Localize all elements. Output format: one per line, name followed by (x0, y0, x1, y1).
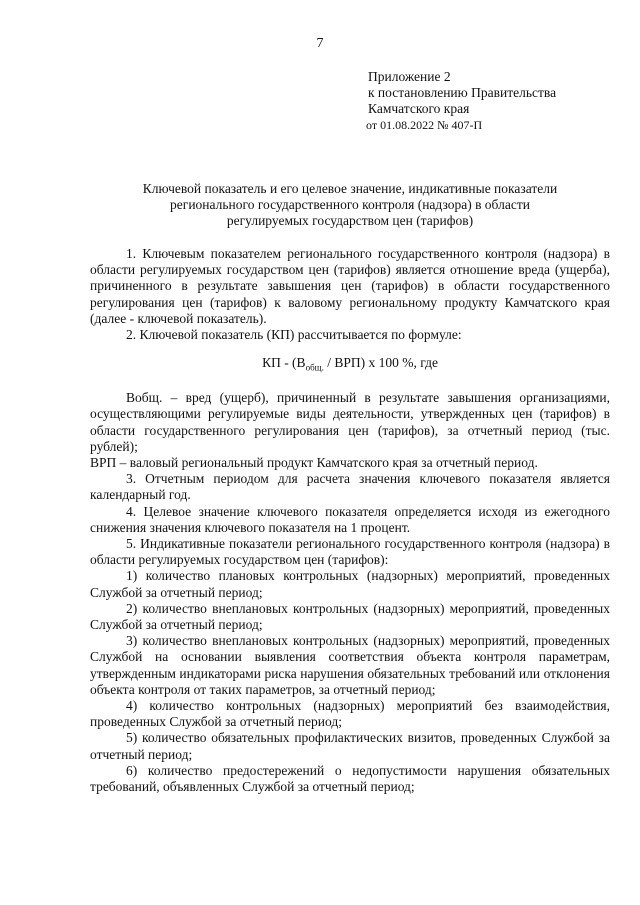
list-item-5: 5) количество обязательных профилактических визитов, проведенных Службой за отчетный период; (90, 730, 610, 762)
paragraph-2: 2. Ключевой показатель (КП) рассчитывается по формуле: (126, 327, 462, 343)
page-number: 7 (316, 36, 324, 51)
formula-subscript: общ. (305, 362, 324, 373)
list-item-4: 4) количество контрольных (надзорных) мероприятий без взаимодействия, проведенных Службой за отчетный период; (90, 697, 610, 730)
title-line: Ключевой показатель и его целевое значение, индикативные показатели (142, 181, 558, 196)
document-title (90, 181, 610, 229)
paragraph-4: 4. Целевое значение ключевого показателя определяется исходя из ежегодного снижения значения ключевого показателя на 1 процент. (90, 503, 610, 535)
paragraph-3: 3. Отчетным периодом для расчета значения ключевого показателя является календарный год. (90, 471, 610, 503)
formula-end: / ВРП) х 100 %, где (323, 355, 438, 371)
list-item-2: 2) количество внеплановых контрольных (надзорных) мероприятий, проведенных Службой за отчетный период; (90, 600, 610, 632)
paragraph-vrp-definition: ВРП – валовый региональный продукт Камчатского края за отчетный период. (90, 454, 538, 470)
formula-start: КП - (В (262, 355, 306, 371)
appendix-line: Приложение 2 (368, 69, 451, 84)
formula (90, 355, 610, 376)
appendix-header (368, 69, 556, 133)
list-item-1: 1) количество плановых контрольных (надзорных) мероприятий, проведенных Службой за отчетный период; (90, 568, 610, 600)
appendix-date-line: от 01.08.2022 № 407-П (366, 118, 483, 132)
paragraph-5: 5. Индикативные показатели регионального государственного контроля (надзора) в области регулируемых государством цен (тарифов): (90, 535, 610, 568)
list-item-6: 6) количество предостережений о недопустимости нарушения обязательных требований, объявленных Службой за отчетный период; (90, 762, 610, 794)
title-line: регулируемых государством цен (тарифов) (226, 213, 474, 228)
appendix-line: к постановлению Правительства (368, 85, 557, 100)
paragraph-1: 1. Ключевым показателем регионального государственного контроля (надзора) в области регулируемых государством цен (тарифов) является отношение вреда (ущерба), причиненного в результате завышения цен (тарифов) в области государственного регулирования цен (тарифов) к валовому региональному продукту Камчатского края (далее - ключевой показатель). (90, 246, 610, 326)
appendix-line: Камчатского края (368, 101, 470, 116)
paragraph-vobsch-definition: Вобщ. – вред (ущерб), причиненный в результате завышения организациями, осуществляющими регулируемые виды деятельности, утвержденных цен (тарифов) в области государственного регулирования цен (тарифов), за отчетный период (тыс. рублей); (90, 390, 610, 454)
list-item-3: 3) количество внеплановых контрольных (надзорных) мероприятий, проведенных Службой на основании выявления соответствия объекта контроля параметрам, утвержденным индикаторами риска нарушения обязательных требований или отклонения объекта контроля от таких параметров, за отчетный период; (90, 633, 610, 697)
document-body (90, 246, 610, 795)
title-line: регионального государственного контроля (надзора) в области (170, 197, 530, 212)
